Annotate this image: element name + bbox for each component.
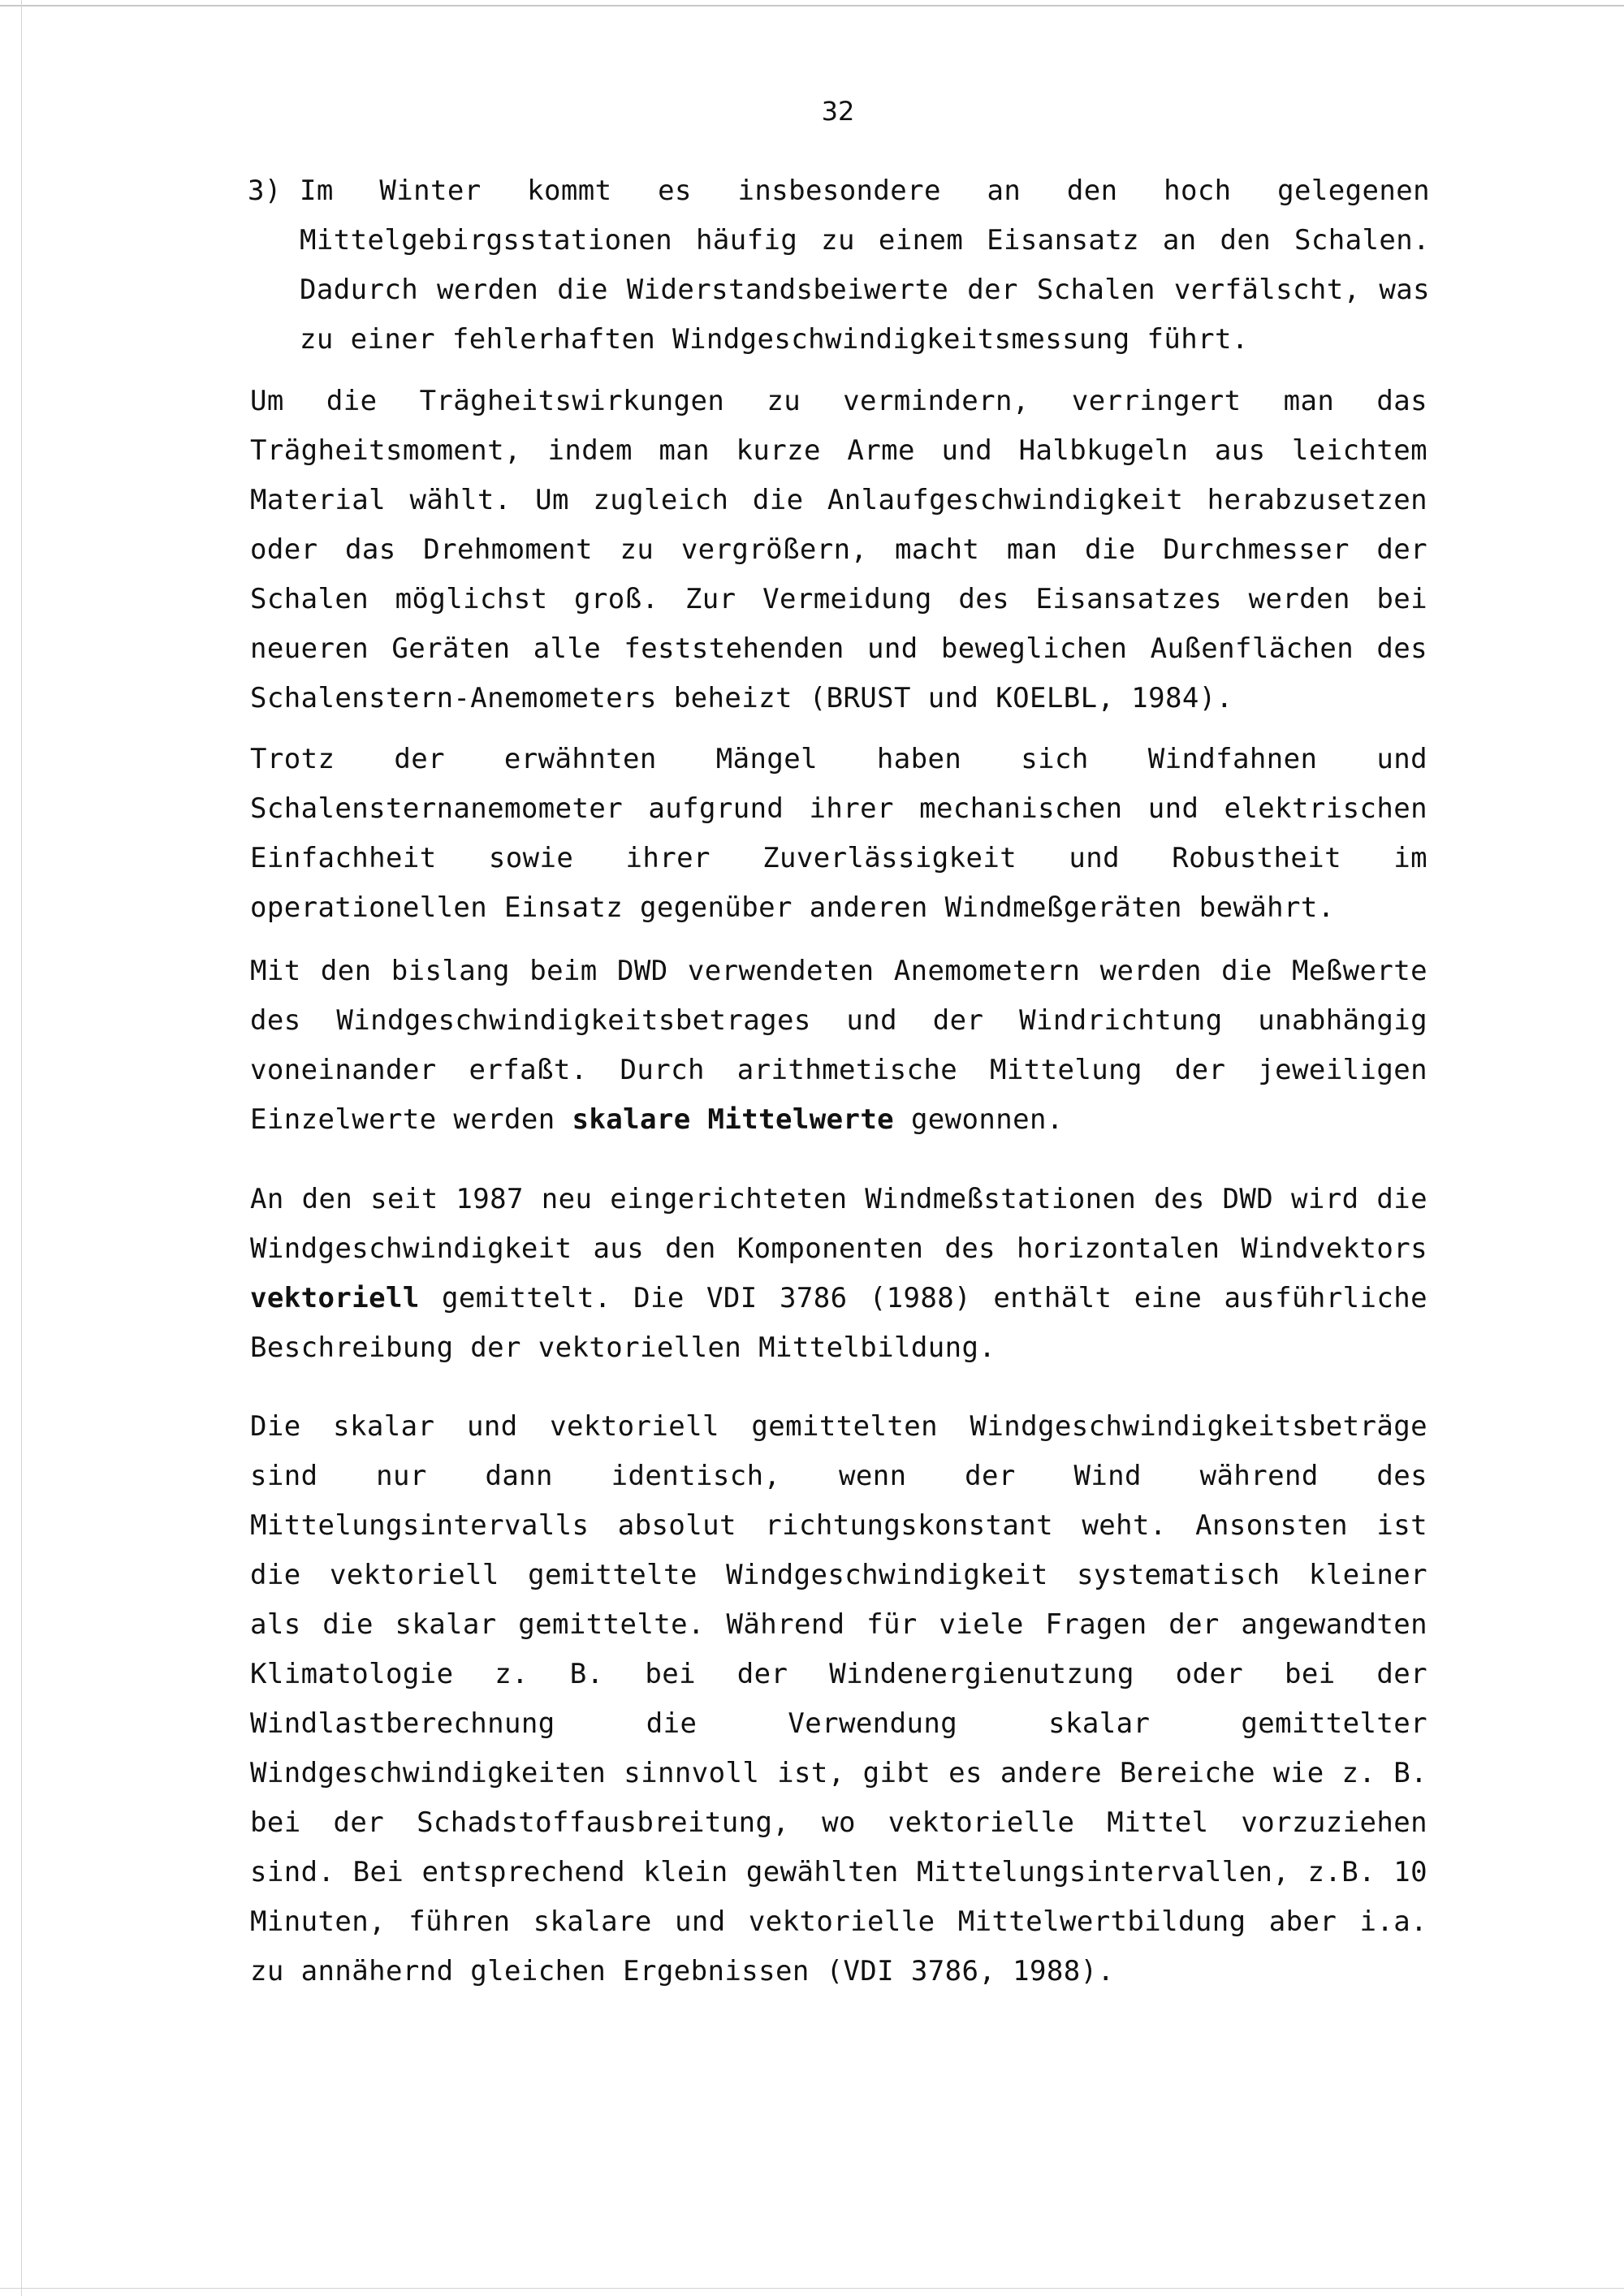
list-marker: 3): [248, 175, 282, 207]
paragraph-maengel: Trotz der erwähnten Mängel haben sich Windfahnen und Schalensternanemometer aufgrund ihrer mechanischen und elektrischen Einfachheit sowie ihrer Zuverlässigkeit und Robustheit im operationellen Einsatz gegenüber anderen Windmeßgeräten bewährt.: [250, 743, 1427, 924]
paragraph-skalar: [250, 947, 1427, 1145]
list-item-text: Im Winter kommt es insbesondere an den hoch gelegenen Mittelgebirgsstationen häufig zu einem Eisansatz an den Schalen. Dadurch werden die Widerstandsbeiwerte der Schalen verfälscht, was zu einer fehlerhaften Windgeschwindigkeitsmessung führt.: [300, 175, 1430, 356]
scan-edge-bottom: [0, 2288, 1624, 2289]
paragraph-vergleich: Die skalar und vektoriell gemittelten Windgeschwindigkeitsbeträge sind nur dann identisch, wenn der Wind während des Mittelungsintervalls absolut richtungskonstant weht. Ansonsten ist die vektoriell gemittelte Windgeschwindigkeit systematisch kleiner als die skalar gemittelte. Während für viele Fragen der angewandten Klimatologie z. B. bei der Windenergienutzung oder bei der Windlastberechnung die Verwendung skalar gemittelter Windgeschwindigkeiten sinnvoll ist, gibt es andere Bereiche wie z. B. bei der Schadstoffausbreitung, wo vektorielle Mittel vorzuziehen sind. Bei entsprechend klein gewählten Mittelungsintervallen, z.B. 10 Minuten, führen skalare und vektorielle Mittelwertbildung aber i.a. zu annähernd gleichen Ergebnissen (VDI 3786, 1988).: [250, 1410, 1427, 1987]
paragraph-text: Mit den bislang beim DWD verwendeten Anemometern werden die Meßwerte des Windgeschwindigkeitsbetrages und der Windrichtung unabhängig voneinander erfaßt. Durch arithmetische Mittelung der jeweiligen Einzelwerte werden: [250, 955, 1427, 1136]
list-item-3: [248, 166, 1430, 365]
paragraph-vektoriell: [250, 1175, 1427, 1373]
page-number: 32: [821, 96, 855, 127]
scan-edge-left: [21, 0, 22, 2296]
paragraph-text: An den seit 1987 neu eingerichteten Windmeßstationen des DWD wird die Windgeschwindigkeit aus den Komponenten des horizontalen Windvektors: [250, 1183, 1427, 1265]
bold-term-skalare-mittelwerte: skalare Mittelwerte: [572, 1103, 895, 1136]
paragraph-tragheit: Um die Trägheitswirkungen zu vermindern, verringert man das Trägheitsmoment, indem man kurze Arme und Halbkugeln aus leichtem Material wählt. Um zugleich die Anlaufgeschwindigkeit herabzusetzen oder das Drehmoment zu vergrößern, macht man die Durchmesser der Schalen möglichst groß. Zur Vermeidung des Eisansatzes werden bei neueren Geräten alle feststehenden und beweglichen Außenflächen des Schalenstern-Anemometers beheizt (BRUST und KOELBL, 1984).: [250, 385, 1427, 714]
bold-term-vektoriell: vektoriell: [250, 1282, 420, 1314]
paragraph-text: gemittelt. Die VDI 3786 (1988) enthält eine ausführliche Beschreibung der vektoriellen Mittelbildung.: [250, 1282, 1427, 1364]
paragraph-text: gewonnen.: [910, 1103, 1064, 1136]
scan-edge-top: [0, 5, 1624, 6]
